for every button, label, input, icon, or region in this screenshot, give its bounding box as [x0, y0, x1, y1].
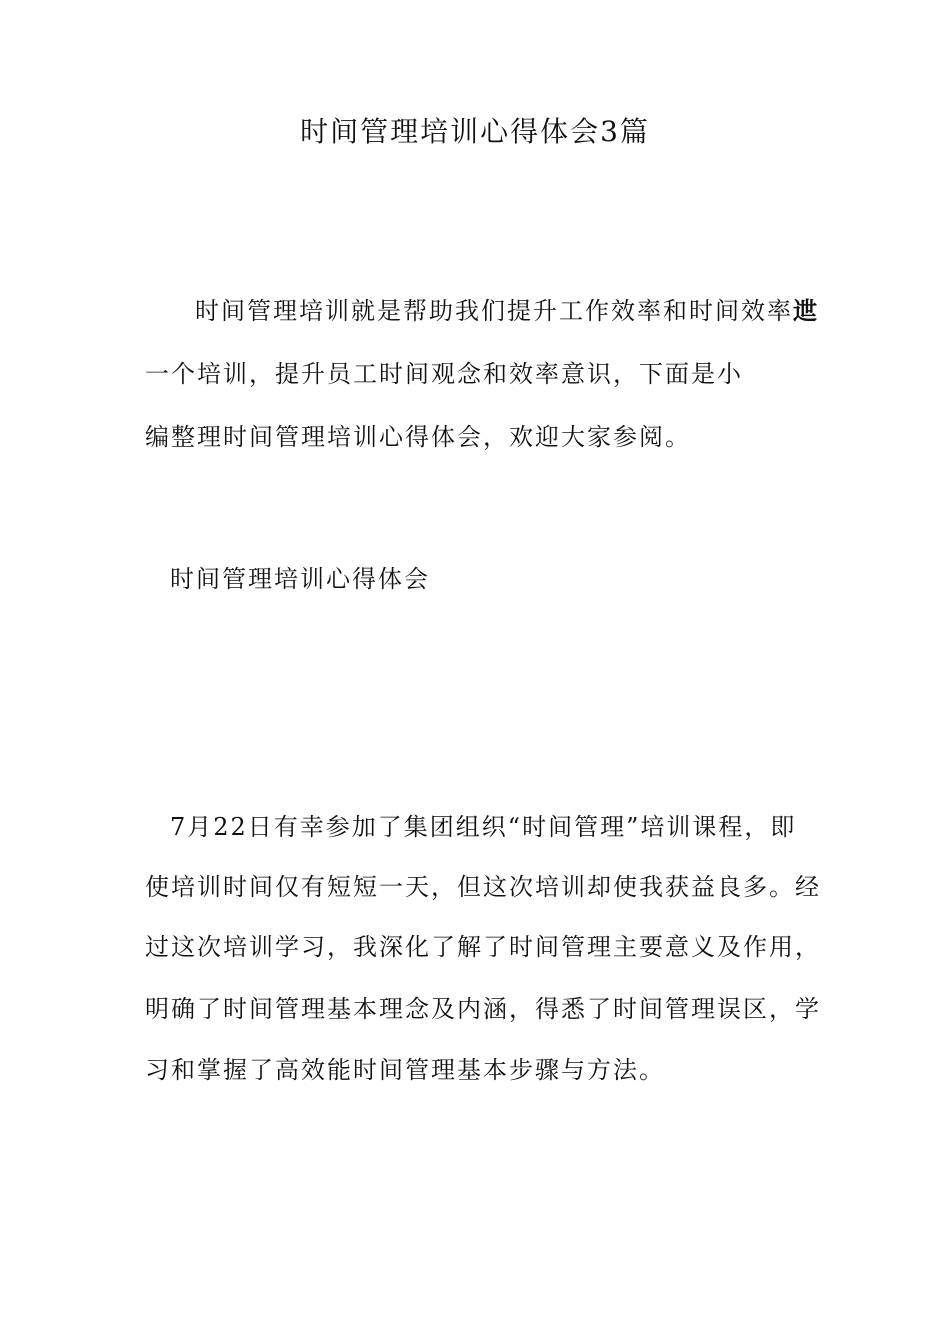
section-heading: 时间管理培训心得体会: [170, 565, 430, 593]
body-line-1: 7月22日有幸参加了集团组织“时间管理”培训课程，即: [170, 813, 797, 841]
intro-line-3: 编整理时间管理培训心得体会，欢迎大家参阅。: [145, 423, 691, 451]
intro-line-2: 一个培训，提升员工时间观念和效率意识，下面是小: [145, 360, 743, 388]
document-title: 时间管理培训心得体会3篇: [300, 115, 650, 148]
body-line-3: 过这次培训学习，我深化了解了时间管理主要意义及作用，: [145, 933, 821, 961]
body-line-5: 习和掌握了高效能时间管理基本步骤与方法。: [145, 1056, 665, 1084]
intro-line-1-text: 时间管理培训就是帮助我们提升工作效率和时间效率: [195, 297, 793, 325]
body-line-2: 使培训时间仅有短短一天，但这次培训却使我获益良多。经: [145, 873, 821, 901]
intro-line-1: [195, 294, 819, 328]
intro-line-1-tail: 迣: [793, 296, 819, 325]
body-line-4: 明确了时间管理基本理念及内涵，得悉了时间管理误区，学: [145, 995, 821, 1023]
